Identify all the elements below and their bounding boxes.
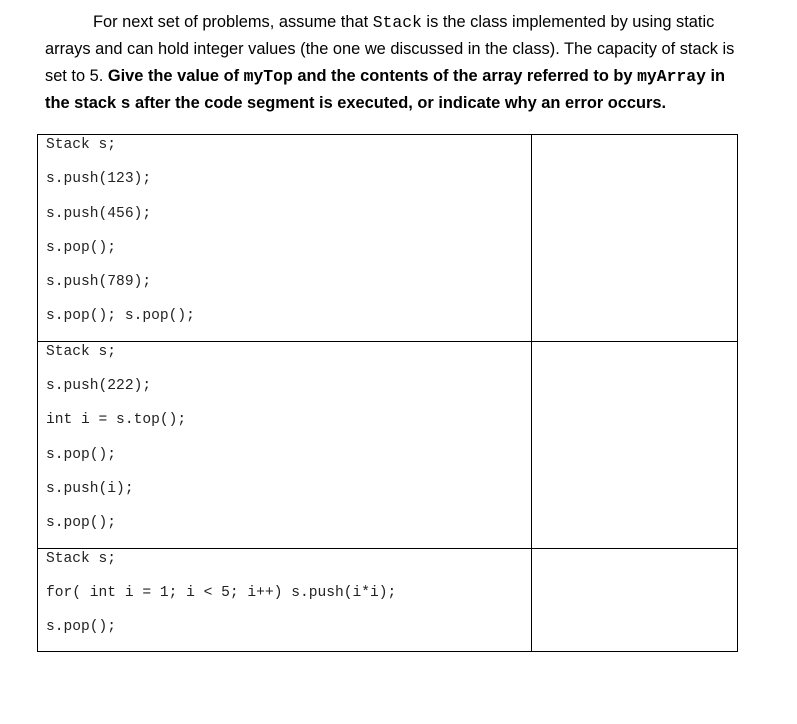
code-segment-cell xyxy=(38,548,532,652)
instructions-bold-text: after the code segment is executed, or indicate why an error occurs. xyxy=(130,94,667,112)
field-name-mytop: myTop xyxy=(243,67,293,86)
code-line: s.pop(); xyxy=(46,446,117,463)
code-line: s.pop(); xyxy=(46,619,117,636)
code-segment-cell xyxy=(38,135,532,342)
instructions-text: is the class implemented by using static xyxy=(421,13,715,31)
field-name-myarray: myArray xyxy=(637,67,706,86)
instructions-line-2: arrays and can hold integer values (the one we discussed in the class). The capacity of stack is xyxy=(45,40,735,58)
variable-name-s: s xyxy=(120,94,131,113)
code-line: Stack s; xyxy=(46,550,117,567)
code-line: s.pop(); xyxy=(46,515,117,532)
code-line: s.pop(); s.pop(); xyxy=(46,308,195,325)
answer-cell[interactable] xyxy=(532,341,738,548)
instructions-line-4 xyxy=(45,90,765,117)
code-line: Stack s; xyxy=(46,137,117,153)
instructions-line-1 xyxy=(45,9,765,36)
code-line: s.pop(); xyxy=(46,239,117,256)
code-line: Stack s; xyxy=(46,343,117,360)
code-line: int i = s.top(); xyxy=(46,412,187,429)
instructions-bold-text: Give the value of xyxy=(107,67,244,85)
instructions-text: set to 5. xyxy=(45,67,108,85)
answer-cell[interactable] xyxy=(532,135,738,342)
code-line: for( int i = 1; i < 5; i++) s.push(i*i); xyxy=(46,584,397,601)
code-line: s.push(456); xyxy=(46,205,152,222)
class-name-stack: Stack xyxy=(372,13,422,32)
code-line: s.push(222); xyxy=(46,378,152,395)
problem-row-2 xyxy=(38,341,738,548)
problem-row-3 xyxy=(38,548,738,652)
instructions-line-3 xyxy=(45,63,765,90)
instructions-bold-text: the stack xyxy=(45,94,121,112)
problems-table xyxy=(37,134,738,652)
problem-row-1 xyxy=(38,135,738,342)
code-line: s.push(123); xyxy=(46,171,152,188)
code-line: s.push(i); xyxy=(46,480,134,497)
code-line: s.push(789); xyxy=(46,274,152,291)
answer-cell[interactable] xyxy=(532,548,738,652)
instructions-bold-text: and the contents of the array referred to by xyxy=(292,67,638,85)
problem-instructions xyxy=(45,9,765,117)
instructions-text: For next set of problems, assume that xyxy=(93,13,373,31)
code-segment-cell xyxy=(38,341,532,548)
instructions-bold-text: in xyxy=(705,67,726,85)
